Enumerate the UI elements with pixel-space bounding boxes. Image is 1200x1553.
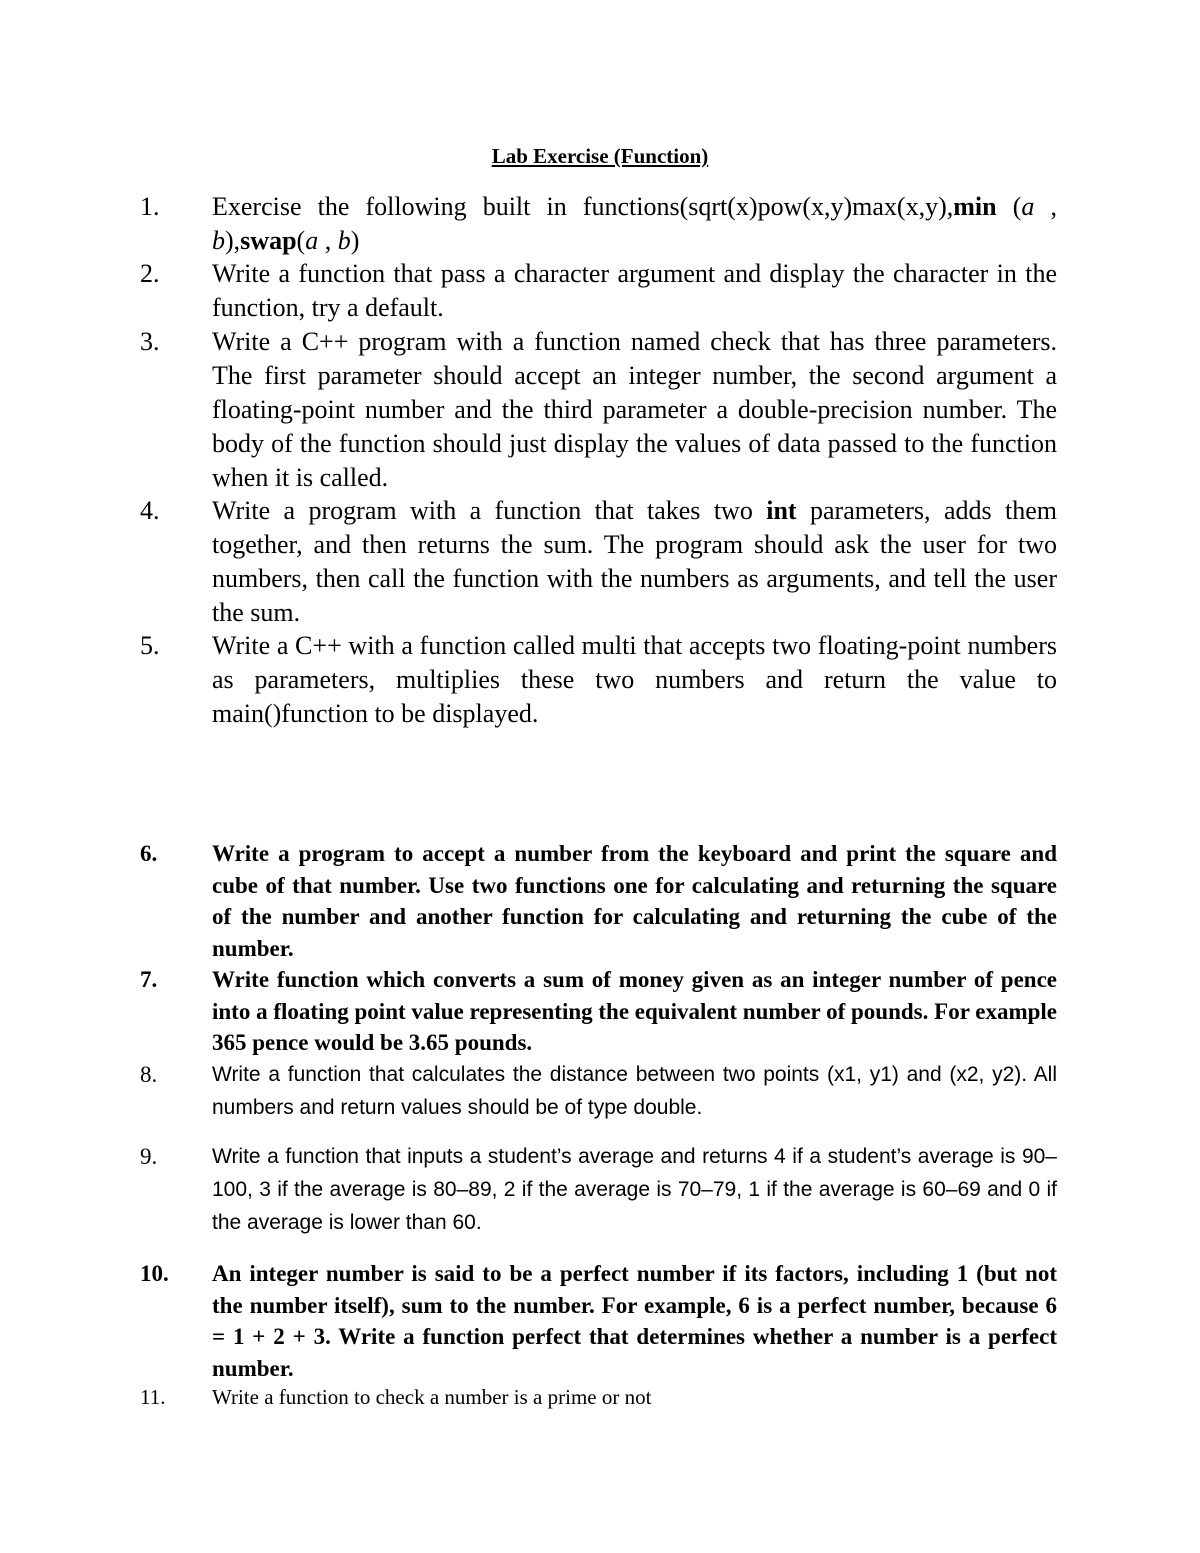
item-text-run: ( bbox=[1012, 192, 1022, 221]
item-number: 11. bbox=[140, 1385, 166, 1409]
item-number: 3. bbox=[140, 327, 160, 356]
item-number: 10. bbox=[140, 1261, 169, 1286]
item-text-bold: int bbox=[766, 496, 797, 525]
item-text-run: , bbox=[318, 226, 338, 255]
item-text-run: , bbox=[1034, 192, 1058, 221]
item-text: Write a function that pass a character argument and display the character in the function, try a default. bbox=[212, 259, 1057, 322]
item-text-run: ), bbox=[225, 226, 241, 255]
item-number: 2. bbox=[140, 259, 160, 288]
item-text: An integer number is said to be a perfect number if its factors, including 1 (but not the number itself), sum to the number. For example, 6 is a perfect number, because 6 = 1 + 2 + 3. Write a function perfect that determines whether a number is a perfect number. bbox=[212, 1261, 1057, 1381]
item-text-italic: a bbox=[1021, 192, 1035, 221]
item-text-run: parameters, adds them together, and then returns the sum. The program should ask the user for two numbers, then call the function with the numbers as arguments, and tell the user the sum. bbox=[212, 496, 1057, 627]
item-number: 8. bbox=[140, 1062, 158, 1087]
item-number: 7. bbox=[140, 967, 158, 992]
item-text-bold: swap bbox=[240, 226, 297, 255]
page-title: Lab Exercise (Function) bbox=[491, 144, 709, 168]
item-text-italic: a bbox=[305, 226, 319, 255]
item-text: Write a program to accept a number from the keyboard and print the square and cube of that number. Use two functions one for calculating and returning the square of the number and another function for calculating and returning the cube of the number. bbox=[212, 841, 1057, 961]
item-text-run: Write a program with a function that takes two bbox=[212, 496, 767, 525]
item-text: Write a C++ with a function called multi that accepts two floating-point numbers as parameters, multiplies these two numbers and return the value to main()function to be displayed. bbox=[212, 631, 1057, 728]
item-text-italic: b bbox=[212, 226, 225, 255]
item-number: 1. bbox=[140, 192, 160, 221]
item-text-italic: b bbox=[337, 226, 351, 255]
item-text: Write a function that calculates the distance between two points (x1, y1) and (x2, y2). All numbers and return values should be of type double. bbox=[212, 1063, 1057, 1119]
item-number: 4. bbox=[140, 496, 160, 525]
item-number: 5. bbox=[140, 631, 160, 660]
item-text: Write a C++ program with a function named check that has three parameters. The first parameter should accept an integer number, the second argument a floating-point number and the third parameter a double-precision number. The body of the function should just display the values of data passed to the function when it is called. bbox=[212, 327, 1057, 492]
item-text-run: Exercise the following built in functions(sqrt(x)pow(x,y)max(x,y), bbox=[212, 192, 954, 221]
item-text-run: ) bbox=[350, 226, 360, 255]
item-text bbox=[212, 494, 1057, 630]
item-text: Write a function that inputs a student’s average and returns 4 if a student’s average is 90–100, 3 if the average is 80–89, 2 if the average is 70–79, 1 if the average is 60–69 and 0 if the average is lower than 60. bbox=[212, 1145, 1057, 1234]
item-text bbox=[212, 190, 1057, 258]
item-text-bold: min bbox=[953, 192, 997, 221]
item-text: Write function which converts a sum of money given as an integer number of pence into a floating point value representing the equivalent number of pounds. For example 365 pence would be 3.65 pounds. bbox=[212, 967, 1057, 1055]
item-text-run: ( bbox=[296, 226, 306, 255]
item-number: 6. bbox=[140, 841, 158, 866]
item-number: 9. bbox=[140, 1144, 158, 1169]
item-text: Write a function to check a number is a prime or not bbox=[212, 1385, 652, 1409]
